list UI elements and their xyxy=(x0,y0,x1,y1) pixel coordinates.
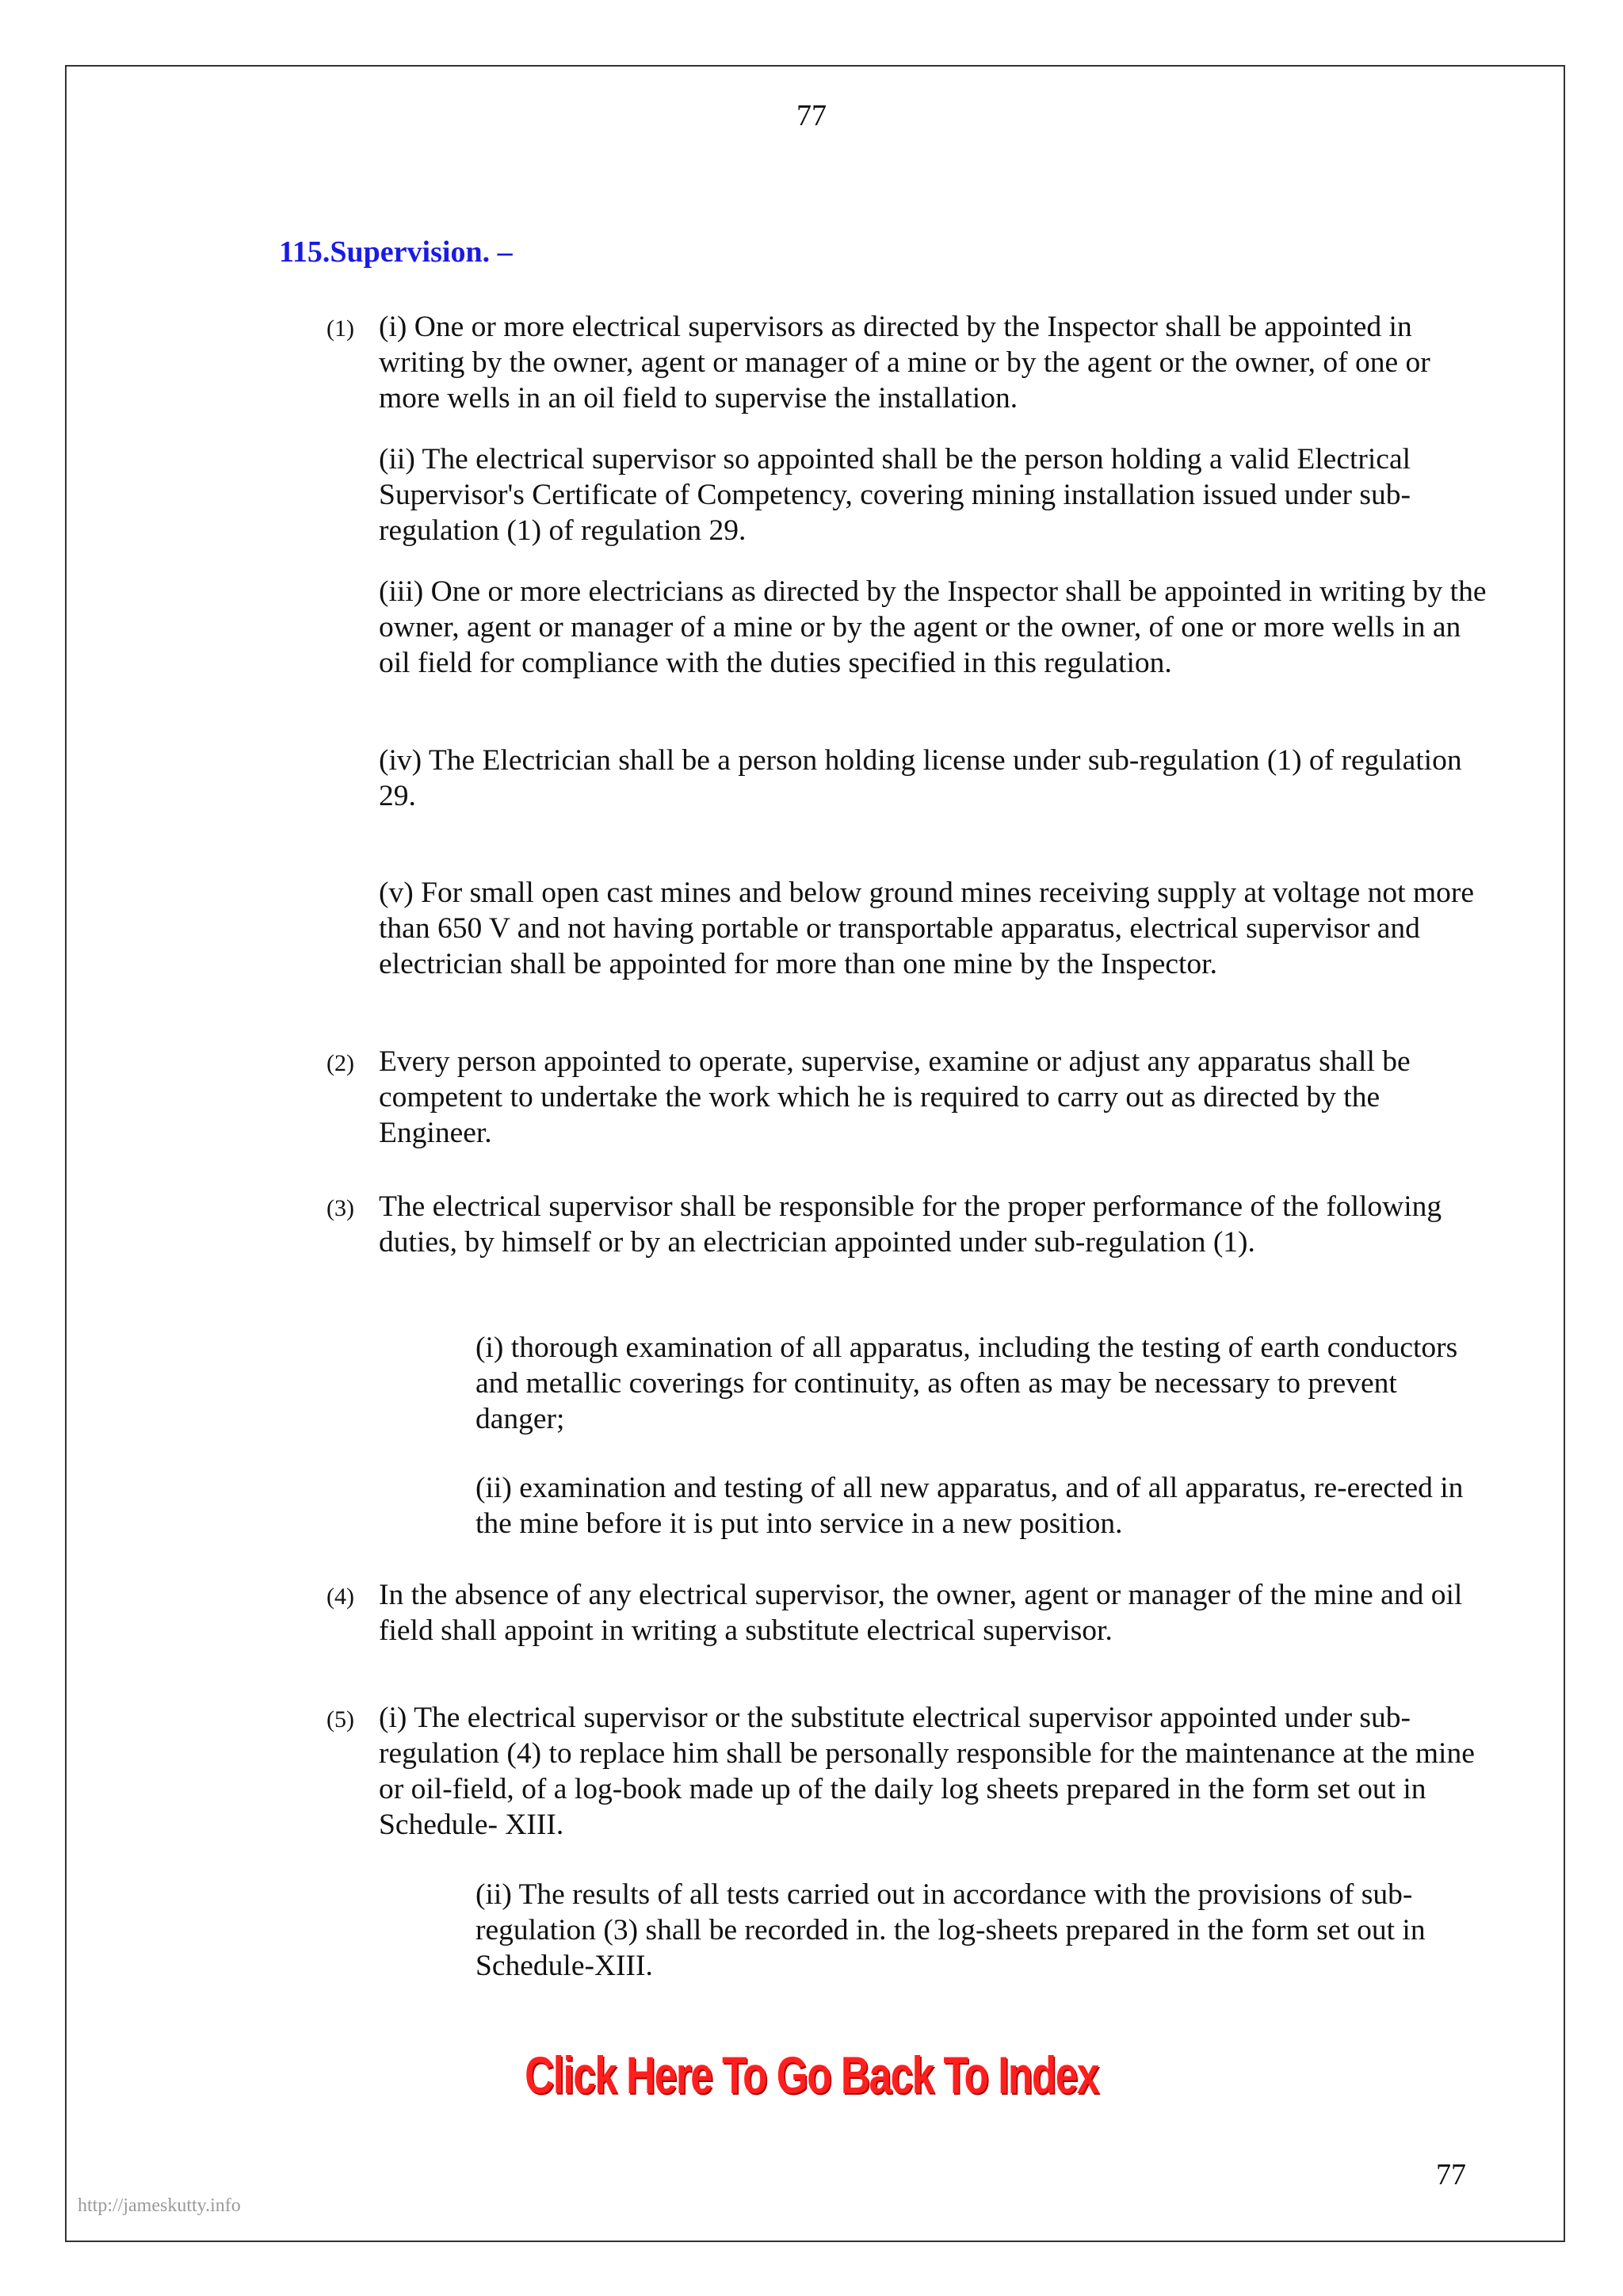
item-number: (5) xyxy=(327,1706,354,1733)
item-paragraph: (i) One or more electrical supervisors as directed by the Inspector shall be appointed in writing by the owner, agent or manager of a mine or by the agent or the owner, of one or more wells in an oil field to supervise the installation. xyxy=(379,311,1430,415)
sub-item-paragraph: (i) thorough examination of all apparatus, including the testing of earth conductors and metallic coverings for continuity, as often as may be necessary to prevent danger; xyxy=(475,1331,1458,1435)
item-number: (1) xyxy=(327,315,354,342)
item-number: (4) xyxy=(327,1584,354,1610)
item-paragraph: In the absence of any electrical supervisor, the owner, agent or manager of the mine and oil field shall appoint in writing a substitute electrical supervisor. xyxy=(379,1579,1463,1647)
item-paragraph: (iii) One or more electricians as directed by the Inspector shall be appointed in writing by the owner, agent or manager of a mine or by the agent or the owner, of one or more wells in an oil field for compliance with the duties specified in this regulation. xyxy=(379,575,1487,679)
item-paragraph: The electrical supervisor shall be responsible for the proper performance of the following duties, by himself or by an electrician appointed under sub-regulation (1). xyxy=(379,1190,1442,1259)
item-number: (2) xyxy=(327,1050,354,1076)
item-paragraph: (ii) The electrical supervisor so appointed shall be the person holding a valid Electrical Supervisor's Certificate of Competency, covering mining installation issued under sub-regulation (1) of regulation 29. xyxy=(379,443,1411,547)
back-to-index-link[interactable]: Click Here To Go Back To Index xyxy=(525,2046,1098,2104)
sub-item-paragraph: (ii) examination and testing of all new apparatus, and of all apparatus, re-erected in the mine before it is put into service in a new position. xyxy=(475,1472,1464,1540)
site-watermark: http://jameskutty.info xyxy=(78,2195,241,2216)
item-paragraph: (i) The electrical supervisor or the substitute electrical supervisor appointed under sub-regulation (4) to replace him shall be personally responsible for the maintenance at the mine or oil-field, of a log-book made up of the daily log sheets prepared in the form set out in Schedule- XIII. xyxy=(379,1702,1475,1841)
item-paragraph: Every person appointed to operate, supervise, examine or adjust any apparatus shall be competent to undertake the work which he is required to carry out as directed by the Engineer. xyxy=(379,1045,1411,1149)
page-number-top: 77 xyxy=(796,99,827,132)
item-paragraph: (v) For small open cast mines and below ground mines receiving supply at voltage not more than 650 V and not having portable or transportable apparatus, electrical supervisor and electrician shall be appointed for more than one mine by the Inspector. xyxy=(379,877,1474,980)
sub-item-paragraph: (ii) The results of all tests carried out in accordance with the provisions of sub-regulation (3) shall be recorded in. the log-sheets prepared in the form set out in Schedule-XIII. xyxy=(475,1878,1426,1982)
item-number: (3) xyxy=(327,1195,354,1221)
item-paragraph: (iv) The Electrician shall be a person holding license under sub-regulation (1) of regulation 29. xyxy=(379,744,1462,812)
section-heading: 115.Supervision. – xyxy=(279,235,513,269)
page-number-bottom: 77 xyxy=(1436,2158,1466,2191)
